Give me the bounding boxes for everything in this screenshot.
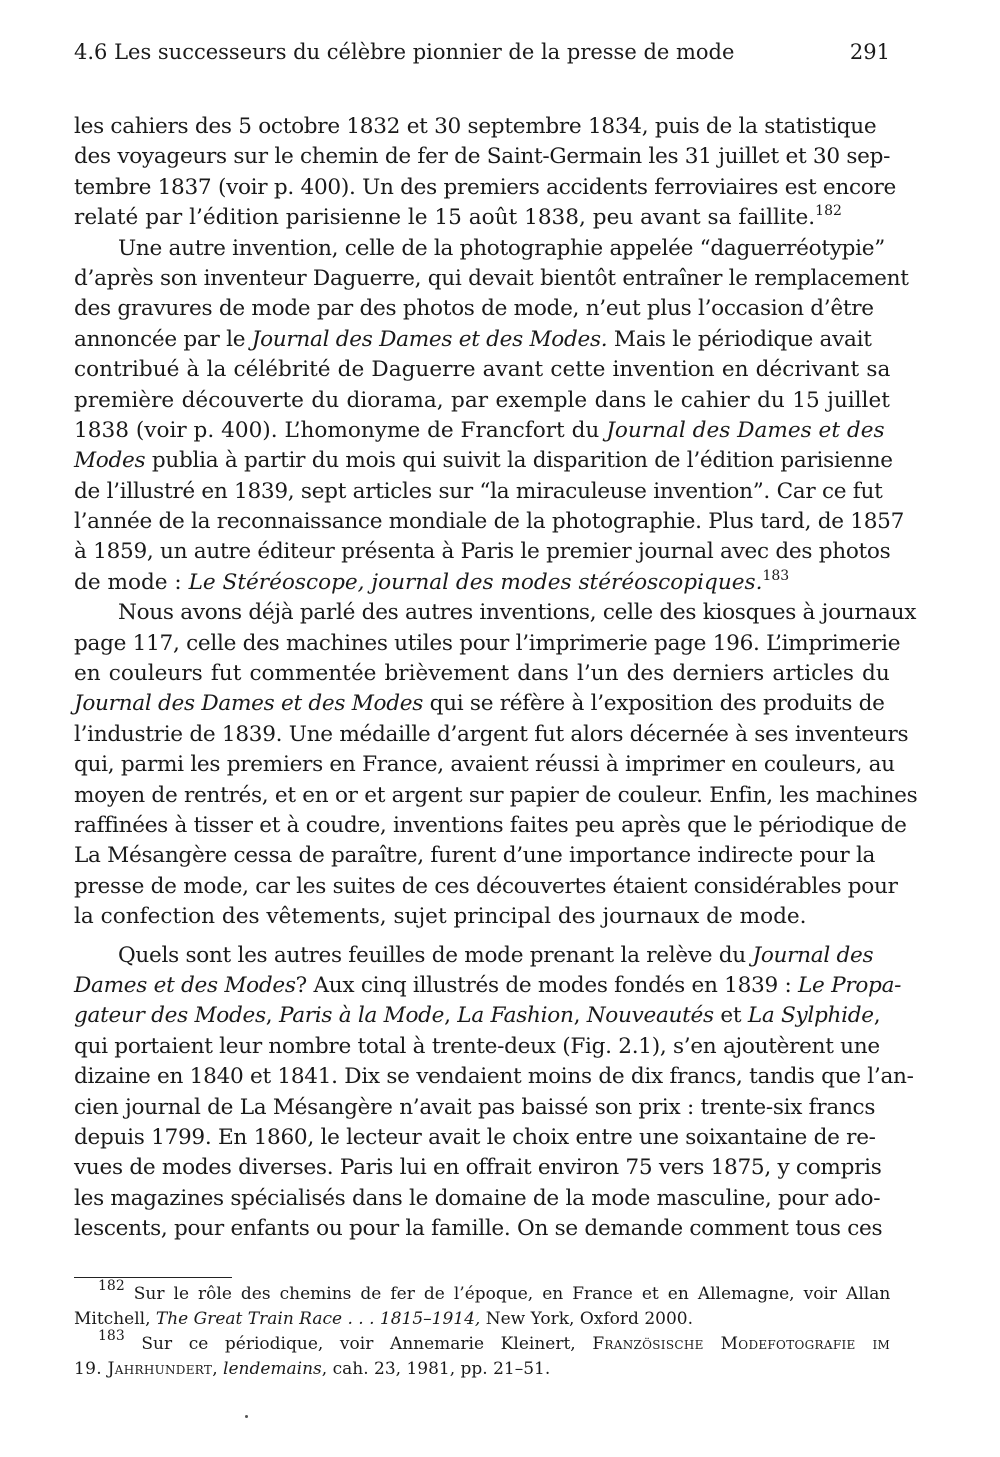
journal-title: Paris à la Mode [278,1003,445,1029]
text-line: de l’illustré en 1839, sept articles sur “la miraculeuse invention”. Car ce fut [74,478,883,504]
text-line: Quels sont les autres feuilles de mode prenant la relève du Journal des [118,942,874,968]
text-line: Une autre invention, celle de la photographie appelée “daguerréotypie” [118,235,885,261]
article-title: Französische Modefotografie im [592,1334,891,1354]
text-line: première découverte du diorama, par exemple dans le cahier du 15 juillet [74,387,890,413]
text-line: en couleurs fut commentée brièvement dans l’un des derniers articles du [74,661,890,687]
text-line: l’industrie de 1839. Une médaille d’argent fut alors décernée à ses inventeurs [74,721,909,747]
text-line: vues de modes diverses. Paris lui en offrait environ 75 vers 1875, y compris [74,1155,882,1181]
text-line: presse de mode, car les suites de ces découvertes étaient considérables pour [74,873,898,899]
footnote-ref-182[interactable]: 182 [815,203,842,220]
journal-title: Dames et des Modes [74,972,296,998]
footnote-number: 183 [98,1328,125,1344]
text-line: des voyageurs sur le chemin de fer de Saint-Germain les 31 juillet et 30 sep- [74,144,891,170]
journal-title: Modes [74,448,146,474]
text-line: dizaine en 1840 et 1841. Dix se vendaient moins de dix francs, tandis que l’an- [74,1064,914,1090]
journal-title: Journal des Dames et des [606,417,885,443]
text-line: relaté par l’édition parisienne le 15 août 1838, peu avant sa faillite.$^{182}$ [74,203,842,231]
text-line: Journal des Dames et des Modes qui se réfère à l’exposition des produits de [74,691,885,717]
text-line: La Mésangère cessa de paraître, furent d’une importance indirecte pour la [74,843,876,869]
page-number: 291 [849,40,890,64]
footnote-ref-183[interactable]: 183 [762,567,790,584]
text-line: à 1859, un autre éditeur présenta à Paris le premier journal avec des photos [74,539,891,565]
text-line: Modes publia à partir du mois qui suivit la disparition de l’édition parisienne [74,448,893,474]
text-line: l’année de la reconnaissance mondiale de la photographie. Plus tard, de 1857 [74,509,905,535]
text-line: contribué à la célébrité de Daguerre avant cette invention en décrivant sa [74,357,891,383]
text-line: lescents, pour enfants ou pour la famille. On se demande comment tous ces [74,1216,883,1242]
book-title: The Great Train Race . . . 1815–1914, [155,1309,481,1329]
text-line: la confection des vêtements, sujet principal des journaux de mode. [74,904,807,930]
body-text [74,112,918,1244]
text-line: qui portaient leur nombre total à trente-deux (Fig. 2.1), s’en ajoutèrent une [74,1033,880,1059]
footnote-183-cont: 19. Jahrhundert, lendemains, cah. 23, 1981, pp. 21–51. [74,1359,551,1379]
text-line: cien journal de La Mésangère n’avait pas baissé son prix : trente-six francs [74,1094,876,1120]
journal-title: La Fashion [457,1003,574,1029]
journal-title: La Sylphide [747,1003,874,1029]
text-line: 1838 (voir p. 400). L’homonyme de Francfort du Journal des Dames et des [74,417,885,443]
footnote-182: $^{182}$ Sur le rôle des chemins de fer de l’époque, en France et en Allemagne, voir Allan [98,1278,891,1304]
text-line: de mode : Le Stéréoscope, journal des modes stéréoscopiques.$^{183}$ [74,567,790,595]
journal-title: Le Stéréoscope, journal des modes stéréoscopiques. [188,569,763,595]
journal-title: Nouveautés [586,1003,714,1029]
text-line: tembre 1837 (voir p. 400). Un des premiers accidents ferroviaires est encore [74,174,896,200]
footnotes [74,1278,891,1382]
journal-title: Journal des [752,942,874,968]
text-line: les magazines spécialisés dans le domaine de la mode masculine, pour ado- [74,1185,881,1211]
journal-title: gateur des Modes [74,1003,266,1029]
text-line: page 117, celle des machines utiles pour l’imprimerie page 196. L’imprimerie [74,630,901,656]
text-line: moyen de rentrés, et en or et argent sur papier de couleur. Enfin, les machines [74,782,918,808]
footnote-183: $^{183}$ Sur ce périodique, voir Annemarie Kleinert, Französische Modefotografie im [98,1328,891,1354]
scan-speck [245,1415,248,1418]
text-line: Nous avons déjà parlé des autres inventions, celle des kiosques à journaux [118,600,917,626]
running-head [74,38,890,66]
text-line: gateur des Modes, Paris à la Mode, La Fashion, Nouveautés et La Sylphide, [74,1003,881,1029]
journal-title: Journal des Dames et des Modes [74,691,424,717]
article-title: 19. Jahrhundert [74,1359,213,1379]
text-line: qui, parmi les premiers en France, avaient réussi à imprimer en couleurs, au [74,752,895,778]
text-line: annoncée par le Journal des Dames et des Modes. Mais le périodique avait [74,326,872,352]
journal-title: lendemains [223,1359,322,1379]
journal-title: Journal des Dames et des Modes. [251,326,608,352]
text-line: Dames et des Modes? Aux cinq illustrés de modes fondés en 1839 : Le Propa- [74,972,902,998]
text-line: d’après son inventeur Daguerre, qui devait bientôt entraîner le remplacement [74,265,909,291]
journal-title: Le Propa- [798,972,902,998]
text-line: les cahiers des 5 octobre 1832 et 30 septembre 1834, puis de la statistique [74,114,877,139]
text-line: depuis 1799. En 1860, le lecteur avait le choix entre une soixantaine de re- [74,1124,876,1150]
footnote-number: 182 [98,1278,125,1294]
text-line: des gravures de mode par des photos de mode, n’eut plus l’occasion d’être [74,296,874,322]
text-line: raffinées à tisser et à coudre, inventions faites peu après que le périodique de [74,812,907,838]
footnote-182-cont: Mitchell, The Great Train Race . . . 1815–1914, New York, Oxford 2000. [74,1309,693,1329]
section-title: 4.6 Les successeurs du célèbre pionnier de la presse de mode [74,40,735,64]
